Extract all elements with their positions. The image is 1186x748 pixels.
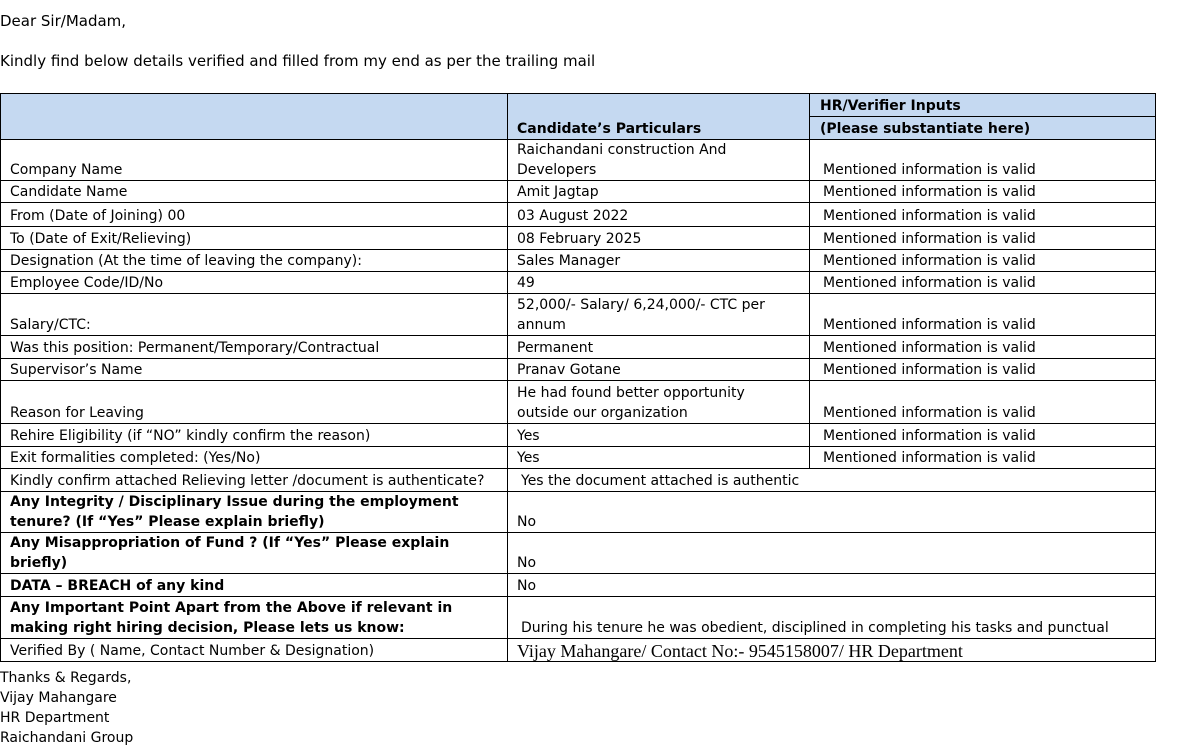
row-particular: 52,000/- Salary/ 6,24,000/- CTC per annum xyxy=(508,294,810,336)
header-row-top xyxy=(1,94,1156,117)
row-input: Mentioned information is valid xyxy=(810,272,1156,294)
misappropriation-label: Any Misappropriation of Fund ? (If “Yes” Please explain briefly) xyxy=(1,533,508,574)
table-row xyxy=(1,336,1156,359)
row-particular: Pranav Gotane xyxy=(508,359,810,381)
signer-department: HR Department xyxy=(0,710,110,726)
verification-table xyxy=(0,93,1156,662)
table-row xyxy=(1,294,1156,336)
greeting: Dear Sir/Madam, xyxy=(0,12,127,30)
verified-by-value: Vijay Mahangare/ Contact No:- 9545158007/ HR Department xyxy=(508,639,1156,662)
table-row xyxy=(1,447,1156,469)
row-label: Rehire Eligibility (if “NO” kindly confirm the reason) xyxy=(1,424,508,447)
row-particular: 08 February 2025 xyxy=(508,227,810,250)
row-label: Was this position: Permanent/Temporary/Contractual xyxy=(1,336,508,359)
row-input: Mentioned information is valid xyxy=(810,447,1156,469)
signature-block xyxy=(0,668,133,748)
table-row xyxy=(1,272,1156,294)
row-input: Mentioned information is valid xyxy=(810,227,1156,250)
row-label: Exit formalities completed: (Yes/No) xyxy=(1,447,508,469)
relieving-value: Yes the document attached is authentic xyxy=(508,469,1156,492)
row-input: Mentioned information is valid xyxy=(810,140,1156,181)
row-input: Mentioned information is valid xyxy=(810,250,1156,272)
verified-by-label: Verified By ( Name, Contact Number & Designation) xyxy=(1,639,508,662)
relieving-label: Kindly confirm attached Relieving letter /document is authenticate? xyxy=(1,469,508,492)
table-row xyxy=(1,381,1156,424)
row-label: Employee Code/ID/No xyxy=(1,272,508,294)
row-label: Salary/CTC: xyxy=(1,294,508,336)
intro-text: Kindly find below details verified and filled from my end as per the trailing mail xyxy=(0,52,596,70)
row-input: Mentioned information is valid xyxy=(810,203,1156,227)
row-label: To (Date of Exit/Relieving) xyxy=(1,227,508,250)
signer-company: Raichandani Group xyxy=(0,730,134,746)
row-particular: Yes xyxy=(508,424,810,447)
row-input: Mentioned information is valid xyxy=(810,424,1156,447)
closing: Thanks & Regards, xyxy=(0,670,132,686)
misappropriation-row xyxy=(1,533,1156,574)
row-input: Mentioned information is valid xyxy=(810,294,1156,336)
signer-name: Vijay Mahangare xyxy=(0,690,117,706)
row-particular: Yes xyxy=(508,447,810,469)
row-particular: Raichandani construction And Developers xyxy=(508,140,810,181)
row-label: Reason for Leaving xyxy=(1,381,508,424)
row-label: Designation (At the time of leaving the company): xyxy=(1,250,508,272)
row-particular: 49 xyxy=(508,272,810,294)
row-particular: He had found better opportunity outside our organization xyxy=(508,381,810,424)
row-particular: Permanent xyxy=(508,336,810,359)
row-label: From (Date of Joining) 00 xyxy=(1,203,508,227)
row-input: Mentioned information is valid xyxy=(810,336,1156,359)
header-hr-verifier-inputs: HR/Verifier Inputs xyxy=(810,94,1156,117)
table-row xyxy=(1,181,1156,203)
row-label: Supervisor’s Name xyxy=(1,359,508,381)
table-row xyxy=(1,359,1156,381)
row-label: Candidate Name xyxy=(1,181,508,203)
table-row xyxy=(1,227,1156,250)
row-particular: 03 August 2022 xyxy=(508,203,810,227)
table-row xyxy=(1,140,1156,181)
table-row xyxy=(1,250,1156,272)
important-point-label: Any Important Point Apart from the Above if relevant in making right hiring decision, Please lets us know: xyxy=(1,597,508,639)
important-point-row xyxy=(1,597,1156,639)
row-input: Mentioned information is valid xyxy=(810,381,1156,424)
verified-by-row xyxy=(1,639,1156,662)
data-breach-label: DATA – BREACH of any kind xyxy=(1,574,508,597)
integrity-value: No xyxy=(508,492,1156,533)
table-row xyxy=(1,424,1156,447)
header-candidate-particulars: Candidate’s Particulars xyxy=(508,94,810,140)
relieving-row xyxy=(1,469,1156,492)
integrity-row xyxy=(1,492,1156,533)
important-point-value: During his tenure he was obedient, disciplined in completing his tasks and punctual xyxy=(508,597,1156,639)
header-substantiate: (Please substantiate here) xyxy=(810,117,1156,140)
row-input: Mentioned information is valid xyxy=(810,359,1156,381)
misappropriation-value: No xyxy=(508,533,1156,574)
integrity-label: Any Integrity / Disciplinary Issue during the employment tenure? (If “Yes” Please explain briefly) xyxy=(1,492,508,533)
row-particular: Sales Manager xyxy=(508,250,810,272)
header-blank-cell xyxy=(1,94,508,140)
data-breach-value: No xyxy=(508,574,1156,597)
row-particular: Amit Jagtap xyxy=(508,181,810,203)
data-breach-row xyxy=(1,574,1156,597)
row-label: Company Name xyxy=(1,140,508,181)
row-input: Mentioned information is valid xyxy=(810,181,1156,203)
table-row xyxy=(1,203,1156,227)
